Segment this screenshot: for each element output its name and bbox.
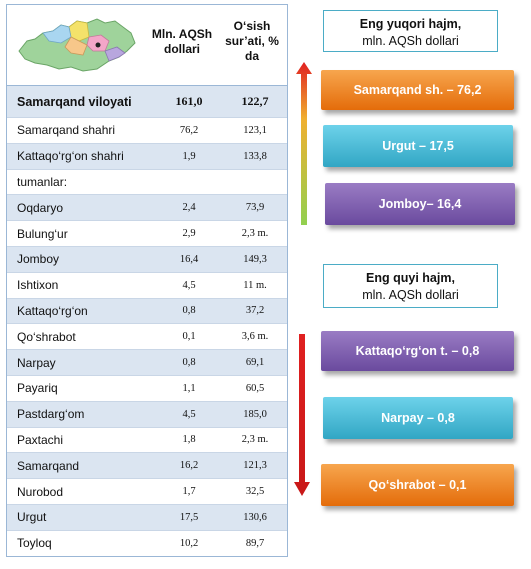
row-growth	[223, 170, 287, 195]
row-value: 161,0	[175, 94, 203, 108]
row-value: 1,1	[182, 382, 196, 394]
row-growth: 60,5	[245, 382, 265, 394]
table-row	[7, 195, 287, 221]
row-value: 1,8	[182, 434, 196, 446]
row-value: 2,4	[182, 202, 196, 214]
row-growth: 122,7	[241, 94, 269, 108]
bottom-item-3-label: Qo‘shrabot – 0,1	[368, 478, 467, 492]
row-name: Narpay	[17, 355, 56, 370]
row-name: Oqdaryo	[17, 200, 64, 215]
region-map-icon	[13, 11, 141, 79]
table-row	[7, 324, 287, 350]
table-row	[7, 221, 287, 247]
top-item-1	[321, 70, 514, 110]
table-row	[7, 531, 287, 556]
row-value: 0,8	[182, 357, 196, 369]
row-name: Kattaqo‘rg‘on	[17, 303, 88, 318]
row-name: Samarqand shahri	[17, 123, 116, 138]
row-growth: 2,3 m.	[241, 228, 269, 240]
row-value: 16,2	[179, 460, 199, 472]
bottom-item-2-label: Narpay – 0,8	[381, 411, 455, 425]
row-growth: 73,9	[245, 202, 265, 214]
table-row	[7, 505, 287, 531]
row-value: 10,2	[179, 537, 199, 549]
regional-table	[6, 4, 288, 557]
table-body	[7, 86, 287, 556]
row-growth: 3,6 m.	[241, 331, 269, 343]
row-value: 17,5	[179, 511, 199, 523]
row-name: Ishtixon	[17, 278, 59, 293]
row-name: tumanlar:	[17, 174, 68, 189]
row-growth: 89,7	[245, 537, 265, 549]
row-name: Toyloq	[17, 536, 52, 551]
row-name: Samarqand viloyati	[17, 94, 132, 109]
row-name: Pastdarg‘om	[17, 407, 85, 422]
bottom-title-line2: mln. AQSh dollari	[362, 288, 459, 302]
table-header	[7, 5, 287, 86]
row-growth: 37,2	[245, 305, 265, 317]
top-item-2	[323, 125, 513, 167]
row-value: 16,4	[179, 253, 199, 265]
bottom-title-box	[323, 264, 498, 308]
row-value: 2,9	[182, 228, 196, 240]
top-item-1-label: Samarqand sh. – 76,2	[353, 83, 482, 97]
header-growth-column: O‘sish sur’ati, % da	[225, 19, 279, 63]
arrow-up-icon	[294, 60, 314, 227]
row-value: 1,7	[182, 486, 196, 498]
row-name: Kattaqo‘rg‘on shahri	[17, 149, 124, 164]
arrow-down-icon	[292, 334, 312, 498]
top-item-3	[325, 183, 515, 225]
row-name: Urgut	[17, 510, 47, 525]
row-value: 76,2	[179, 124, 199, 136]
row-growth: 130,6	[243, 511, 267, 523]
header-value-column: Mln. AQSh dollari	[151, 27, 213, 56]
row-value: 0,1	[182, 331, 196, 343]
table-row	[7, 376, 287, 402]
top-title-line2: mln. AQSh dollari	[362, 34, 459, 48]
row-value: 0,8	[182, 305, 196, 317]
table-row	[7, 170, 287, 196]
bottom-item-1	[321, 331, 514, 371]
row-value: 1,9	[182, 150, 196, 162]
row-value: 4,5	[182, 279, 196, 291]
table-row	[7, 453, 287, 479]
row-growth: 149,3	[243, 253, 267, 265]
row-growth: 133,8	[243, 150, 267, 162]
bottom-item-3	[321, 464, 514, 506]
row-name: Payariq	[17, 381, 58, 396]
row-growth: 69,1	[245, 357, 265, 369]
table-row	[7, 144, 287, 170]
row-name: Qo‘shrabot	[17, 329, 76, 344]
table-row	[7, 86, 287, 118]
table-row	[7, 118, 287, 144]
table-row	[7, 402, 287, 428]
top-title-line1: Eng yuqori hajm,	[359, 17, 462, 31]
row-growth: 2,3 m.	[241, 434, 269, 446]
row-name: Nurobod	[17, 484, 64, 499]
table-row	[7, 247, 287, 273]
table-row	[7, 273, 287, 299]
row-growth: 123,1	[243, 124, 267, 136]
row-growth: 11 m.	[243, 279, 267, 291]
row-growth: 185,0	[243, 408, 267, 420]
row-name: Jomboy	[17, 252, 60, 267]
table-row	[7, 350, 287, 376]
top-item-2-label: Urgut – 17,5	[382, 139, 454, 153]
row-growth: 32,5	[245, 486, 265, 498]
bottom-title-line1: Eng quyi hajm,	[366, 271, 455, 285]
bottom-item-1-label: Kattaqo‘rg‘on t. – 0,8	[355, 344, 480, 358]
row-name: Samarqand	[17, 458, 80, 473]
row-value: 4,5	[182, 408, 196, 420]
bottom-item-2	[323, 397, 513, 439]
table-row	[7, 299, 287, 325]
top-title-box	[323, 10, 498, 52]
row-value	[157, 170, 221, 195]
row-growth: 121,3	[243, 460, 267, 472]
table-row	[7, 428, 287, 454]
top-item-3-label: Jomboy– 16,4	[378, 197, 462, 211]
row-name: Bulung‘ur	[17, 226, 68, 241]
table-row	[7, 479, 287, 505]
row-name: Paxtachi	[17, 432, 64, 447]
